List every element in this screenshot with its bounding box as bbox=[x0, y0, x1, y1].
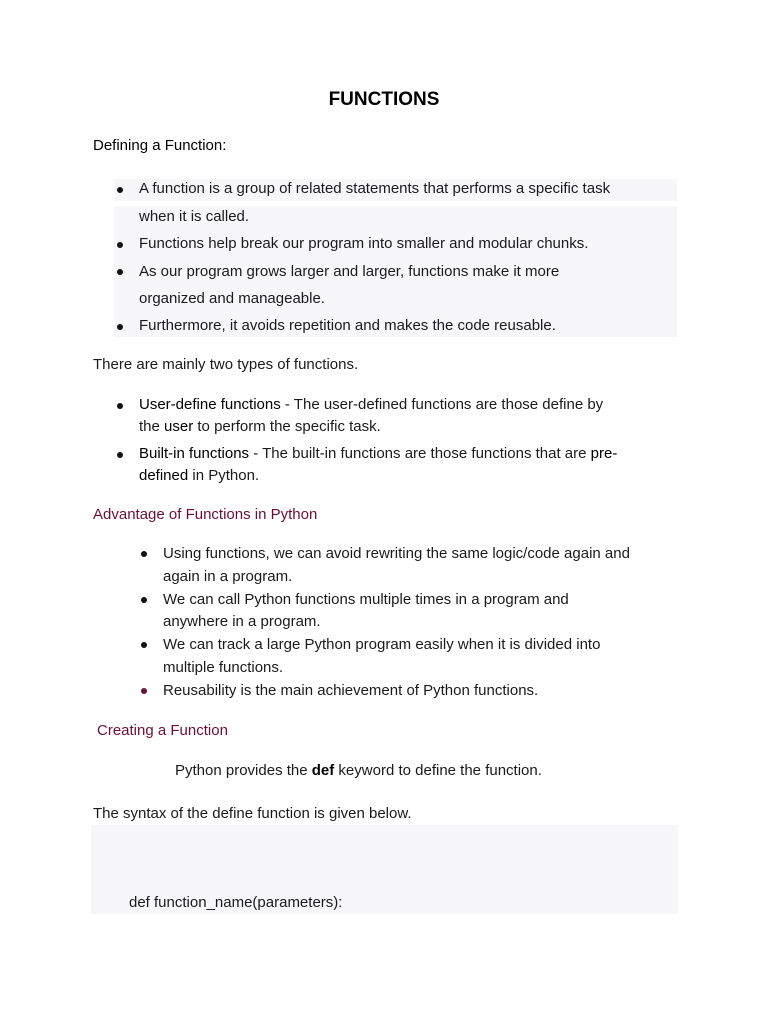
list-item: A function is a group of related statements that performs a specific task bbox=[139, 180, 611, 197]
bullet-icon bbox=[117, 242, 123, 248]
def-text-pre: Python provides the bbox=[175, 762, 312, 779]
bullet-icon bbox=[117, 269, 123, 275]
list-item-continuation bbox=[139, 467, 259, 484]
bullet-icon bbox=[141, 551, 147, 557]
bullet-icon bbox=[141, 597, 147, 603]
bullet-icon bbox=[117, 324, 123, 330]
def-keyword: def bbox=[311, 762, 335, 779]
list-item-continuation bbox=[139, 418, 381, 435]
builtin-desc: - The built-in functions are those functions that are bbox=[249, 445, 591, 462]
list-item-continuation: again in a program. bbox=[163, 568, 293, 585]
list-item-continuation: anywhere in a program. bbox=[163, 613, 321, 630]
creating-heading: Creating a Function bbox=[97, 722, 228, 739]
user-define-term: User-define functions bbox=[139, 396, 281, 413]
syntax-intro: The syntax of the define function is given below. bbox=[93, 805, 412, 822]
bullet-icon bbox=[117, 452, 123, 458]
pre-term: pre- bbox=[590, 445, 618, 462]
list-item: Functions help break our program into smaller and modular chunks. bbox=[139, 235, 589, 252]
defined-term: defined bbox=[139, 467, 189, 484]
bullet-icon bbox=[117, 187, 123, 193]
builtin-term: Built-in functions bbox=[139, 445, 250, 462]
user-define-desc: - The user-defined functions are those define by bbox=[280, 396, 604, 413]
list-item-builtin bbox=[139, 445, 617, 462]
list-item: Using functions, we can avoid rewriting the same logic/code again and bbox=[163, 545, 630, 562]
def-keyword-text bbox=[175, 762, 542, 779]
list-item-continuation: organized and manageable. bbox=[139, 290, 325, 307]
bullet-icon bbox=[141, 642, 147, 648]
list-item: As our program grows larger and larger, functions make it more bbox=[139, 263, 560, 280]
list-item: We can call Python functions multiple times in a program and bbox=[163, 591, 569, 608]
user-define-desc-pre: the bbox=[139, 418, 165, 435]
list-item: Furthermore, it avoids repetition and makes the code reusable. bbox=[139, 317, 556, 334]
types-intro: There are mainly two types of functions. bbox=[93, 356, 359, 373]
def-text-post: keyword to define the function. bbox=[334, 762, 542, 779]
builtin-desc-rest: in Python. bbox=[188, 467, 260, 484]
list-item-user-define bbox=[139, 396, 603, 413]
list-item-continuation: when it is called. bbox=[139, 208, 250, 225]
bullet-icon bbox=[141, 688, 147, 694]
bullet-icon bbox=[117, 403, 123, 409]
defining-heading: Defining a Function: bbox=[93, 137, 227, 154]
user-term: user bbox=[164, 418, 194, 435]
list-item-continuation: multiple functions. bbox=[163, 659, 284, 676]
code-line: def function_name(parameters): bbox=[129, 894, 343, 911]
page-title: FUNCTIONS bbox=[328, 89, 440, 110]
advantage-heading: Advantage of Functions in Python bbox=[93, 506, 318, 523]
user-define-desc-rest: to perform the specific task. bbox=[193, 418, 381, 435]
list-item: We can track a large Python program easily when it is divided into bbox=[163, 636, 601, 653]
list-item: Reusability is the main achievement of Python functions. bbox=[163, 682, 539, 699]
